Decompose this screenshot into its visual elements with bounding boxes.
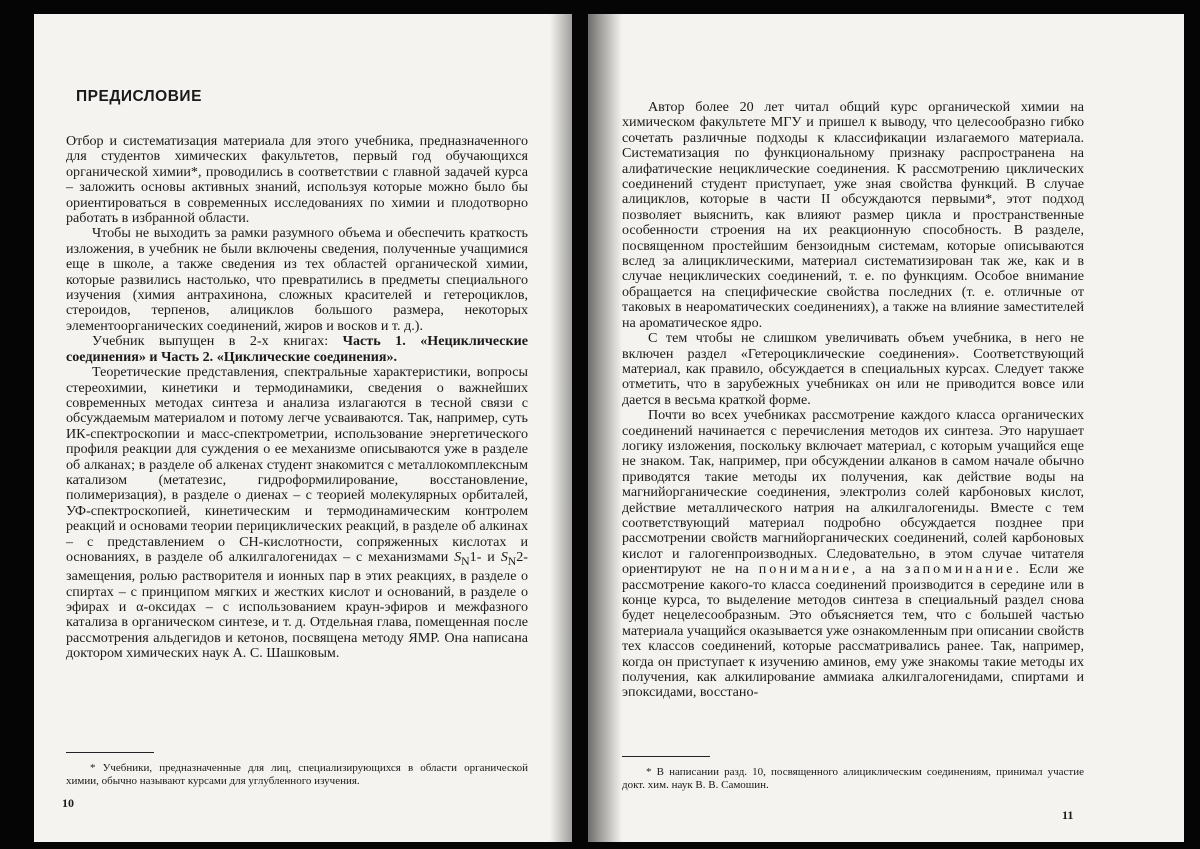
- paragraph: Автор более 20 лет читал общий курс органической химии на химическом факультете МГУ и пришел к выводу, что целесообразно гибко сочетать различные подходы к классификации излагаемого материала. Систематизация по функциональному признаку распространена на алифатические нециклические соединения. К рассмотрению циклических соединений студент приступает, уже зная свойства функций. В случае алициклов, которые в части II обсуждаются первыми*, этот подход позволяет выяснить, как влияют размер цикла и пространственные особенности строения на их реакционную способность. В разделе, посвященном простейшим бензоидным системам, которые описываются вслед за алициклическими, материал систематизирован так же, как и в случае нециклических соединений, т. е. по функциям. Особое внимание обращается на специфические свойства последних (т. е. отличные от таковых в неароматических соединениях), а также на влияние заместителей на ароматическое ядро.: [622, 99, 1084, 331]
- gutter-shadow: [588, 14, 622, 842]
- footnote: [622, 766, 1084, 792]
- page-number: 10: [62, 796, 74, 810]
- footnote-rule: [622, 756, 710, 757]
- gutter-shadow: [550, 14, 572, 842]
- page-number: 11: [1062, 808, 1074, 822]
- books-prefix: Учебник выпущен в 2-х книгах:: [92, 333, 343, 350]
- paragraph-text: . Если же рассмотрение какого-то класса соединений производится в середине или в конце курса, то выделение методов синтеза в специальный раздел снова будет нецелесообразным. Это объясняется тем, что с большей частью материала учащийся оказывается уже ознакомленным при описании свойств тех классов соединений, которые рассматривались ранее. Так, например, когда он приступает к изучению аминов, ему уже знакомы такие методы их получения, как алкилирование аммиака алкилгалогенидами, спиртами и эпоксидами, восстано-: [622, 561, 1084, 701]
- paragraph: [66, 365, 528, 662]
- mechanism-symbol: S: [500, 548, 508, 565]
- spaced-word: запоминание: [904, 561, 1016, 578]
- paragraph: Отбор и систематизация материала для этого учебника, предназначенного для студентов химических факультетов, первый год обучающихся органической химии*, проводились в соответствии с главной задачей курса – заложить основы активных знаний, используя которые можно было бы ориентироваться в современных исследованиях по химии и плодотворно работать в избранной области.: [66, 133, 528, 227]
- mechanism-text: 1- и: [469, 548, 501, 565]
- paragraph: Чтобы не выходить за рамки разумного объема и обеспечить краткость изложения, в учебник не были включены сведения, полученные учащимися еще в школе, а также сведения из тех областей органической химии, которые развились настолько, что превратились в предметы специального изучения (химия антрахинона, сложных красителей и гетероциклов, стероидов, терпенов, алициклов большого размера, некоторых элементоорганических соединений, жиров и восков и т. д.).: [66, 225, 528, 334]
- paragraph-text: Почти во всех учебниках рассмотрение каждого класса органических соединений начинается с перечисления методов их синтеза. Это нарушает логику изложения, поскольку включает материал, с которым учащийся еще не знаком. Так, например, при обсуждении алканов в самом начале обычно приводятся такие методы их получения, как действие воды на магнийорганические соединения, электролиз солей карбоновых кислот, действие металлического натрия на алкилгалогениды. Вместе с тем соответствующий материал подробно обсуждается позднее при рассмотрении свойств магнийорганических соединений, солей карбоновых кислот и галогенпроизводных. Следовательно, в этом случае читателя ориентируют не на: [622, 407, 1084, 578]
- mechanism-subscript: N: [507, 554, 517, 568]
- paragraph: [622, 408, 1084, 701]
- footnote-text: * Учебники, предназначенные для лиц, специализирующихся в области органической химии, обычно называют курсами для углубленного изучения.: [66, 762, 528, 787]
- books-titles: Часть 1. «Нециклические соединения» и Часть 2. «Циклические соединения».: [66, 333, 529, 365]
- right-page-body: [622, 100, 1084, 701]
- spaced-word: понимание: [758, 561, 852, 578]
- paragraph-text: -замещения, ролью растворителя и ионных пар в этих реакциях, в разделе о спиртах – с принципом мягких и жестких кислот и оснований, в разделе о эфирах и α-оксидах – с использованием краун-эфиров и межфазного катализа в органическом синтезе, и т. д. Отдельная глава, помещенная после рассмотрения альдегидов и кетонов, посвящена методу ЯМР. Она написана доктором химических наук А. С. Шашковым.: [66, 548, 528, 662]
- paragraph: С тем чтобы не слишком увеличивать объем учебника, в него не включен раздел «Гетероциклические соединения». Соответствующий материал, как правило, обсуждается в специальных курсах. Следует также отметить, что в зарубежных учебниках он или не приводится вовсе или дается в весьма краткой форме.: [622, 330, 1084, 408]
- footnote-rule: [66, 752, 154, 753]
- mechanism-text: 2: [516, 548, 524, 565]
- paragraph-books: [66, 334, 528, 365]
- left-page: [34, 14, 572, 842]
- footnote-text: * В написании разд. 10, посвященного алициклическим соединениям, принимал участие докт. хим. наук В. В. Самошин.: [622, 766, 1084, 791]
- mechanism-symbol: S: [454, 548, 462, 565]
- right-page: [588, 14, 1184, 842]
- page-title: ПРЕДИСЛОВИЕ: [76, 88, 202, 105]
- footnote: [66, 762, 528, 788]
- mechanism-subscript: N: [461, 554, 470, 568]
- paragraph-text: Теоретические представления, спектральные характеристики, вопросы стереохимии, кинетики и термодинамики, сведения о важнейших современных методах синтеза и анализа излагаются в тесной связи с обсуждаемым материалом и потому легче усваиваются. Так, например, суть ИК-спектроскопии и масс-спектрометрии, использование энергетического профиля реакции для суждения о ее механизме описываются уже в разделе об алканах; в разделе об алкенах студент знакомится с металлокомплексным катализом (метатезис, гидроформилирование, восстановление, полимеризация), в разделе о диенах – с теорией молекулярных орбиталей, УФ-спектроскопией, кинетическим и термодинамическим контролем реакций и основами теории перициклических реакций, в разделе об алкинах – с представлением о СН-кислотности, сопряженных кислотах и основаниях, в разделе об алкилгалогенидах – с механизмами: [66, 364, 528, 565]
- paragraph-text: , а на: [851, 561, 905, 578]
- left-page-body: [66, 134, 528, 662]
